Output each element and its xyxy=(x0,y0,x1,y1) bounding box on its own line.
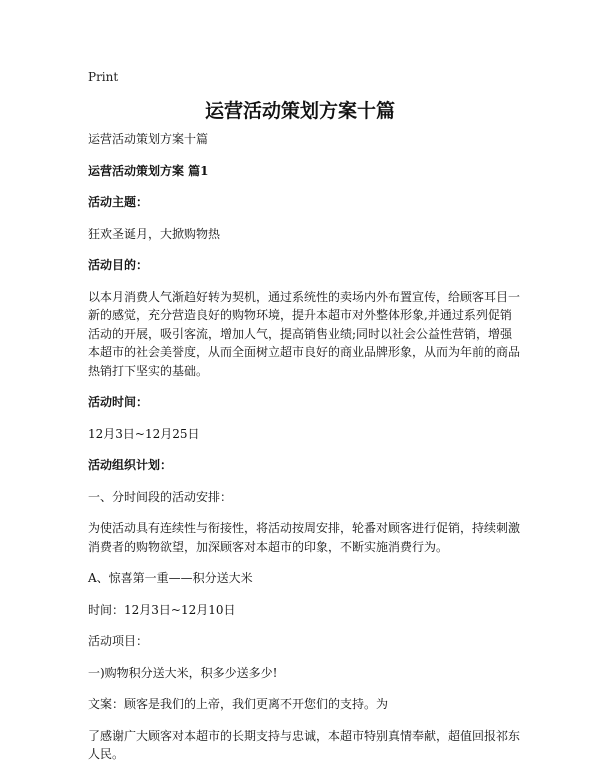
organization-plan-heading: 活动组织计划： xyxy=(88,458,173,472)
document-title: 运营活动策划方案十篇 xyxy=(204,100,395,122)
surprise-one-heading: A、惊喜第一重——积分送大米 xyxy=(88,571,253,585)
activity-time-heading: 活动时间： xyxy=(88,395,149,409)
activity-theme-text: 狂欢圣诞月，大掀购物热 xyxy=(88,226,221,241)
document-body xyxy=(88,130,520,777)
print-label: Print xyxy=(88,70,119,84)
section-heading: 运营活动策划方案 篇1 xyxy=(88,163,209,178)
schedule-text: 为使活动具有连续性与衔接性，将活动按周安排，轮番对顾客进行促销，持续刺激消费者的购物欲望，加深顾客对本超市的印象，不断实施消费行为。 xyxy=(88,521,521,554)
activity-theme-heading: 活动主题： xyxy=(88,195,149,209)
activity-time-text: 12月3日~12月25日 xyxy=(88,426,200,441)
schedule-subheading: 一、分时间段的活动安排： xyxy=(88,489,233,504)
activity-purpose-text: 以本月消费人气渐趋好转为契机，通过系统性的卖场内外布置宣传，给顾客耳目一新的感觉，充分营造良好的购物环境，提升本超市对外整体形象,并通过系列促销活动的开展，吸引客流，增加人气，提高销售业绩;同时以社会公益性营销，增强本超市的社会美誉度，从而全面树立超市良好的商业品牌形象，从而为年前的商品热销打下坚实的基础。 xyxy=(88,289,521,378)
copy-text-2: 了感谢广大顾客对本超市的长期支持与忠诚，本超市特别真情奉献，超值回报祁东人民。 xyxy=(88,728,521,761)
copy-text-1: 文案：顾客是我们的上帝，我们更离不开您们的支持。为 xyxy=(88,697,389,711)
subtitle-paragraph: 运营活动策划方案十篇 xyxy=(88,132,209,146)
activity-purpose-heading: 活动目的： xyxy=(88,258,149,272)
points-rice-item: 一)购物积分送大米，积多少送多少! xyxy=(88,665,278,680)
surprise-one-time: 时间：12月3日~12月10日 xyxy=(88,602,236,617)
activity-items-label: 活动项目： xyxy=(88,634,149,648)
